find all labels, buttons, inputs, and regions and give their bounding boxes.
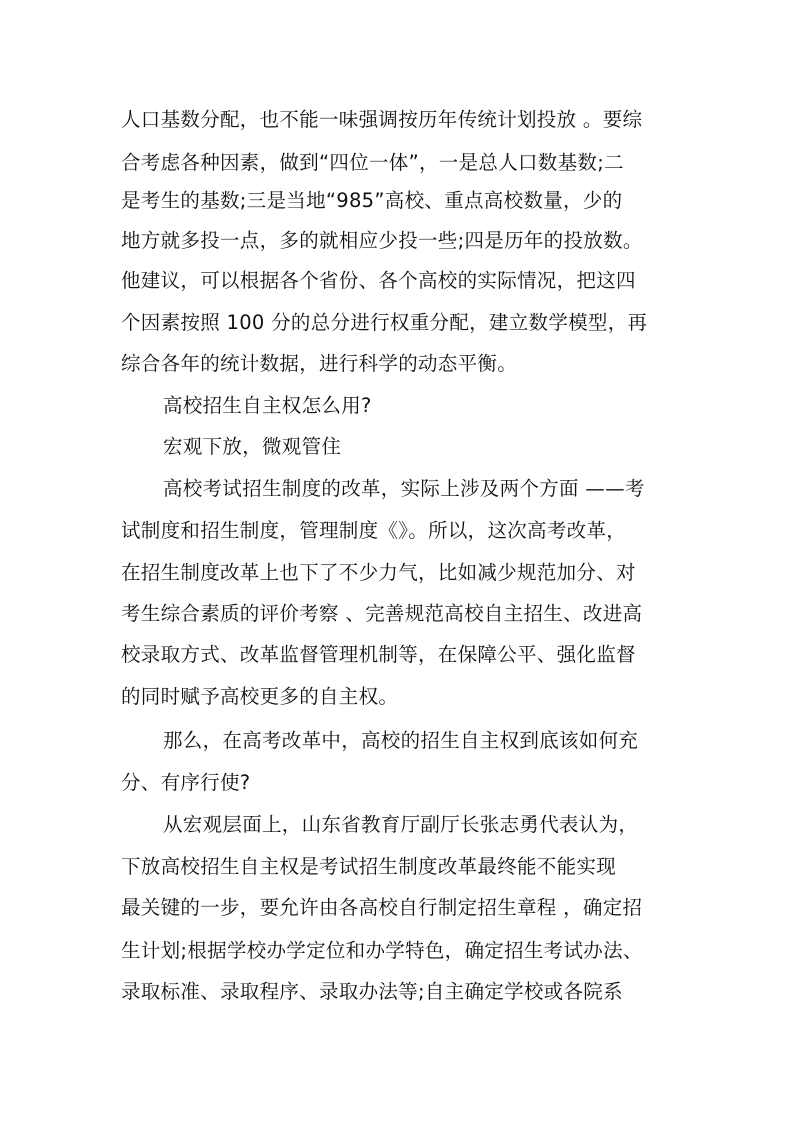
text-line: 他建议，可以根据各个省份、各个高校的实际情况，把这四 [121, 269, 636, 292]
text-line: 个因素按照 100 分的总分进行权重分配，建立数学模型，再 [121, 311, 648, 334]
text-line: 在招生制度改革上也下了不少力气，比如减少规范加分、对 [121, 561, 636, 584]
text-line: 分、有序行使? [121, 771, 251, 794]
text-line: 地方就多投一点，多的就相应少投一些;四是历年的投放数。 [121, 229, 643, 252]
text-line: 校录取方式、改革监督管理机制等，在保障公平、强化监督 [121, 643, 636, 666]
section-question: 高校招生自主权怎么用? [163, 394, 372, 417]
text-line: 最关键的一步，要允许由各高校自行制定招生章程 ，确定招 [121, 896, 643, 919]
text-line: 高校考试招生制度的改革，实际上涉及两个方面 ——考 [163, 477, 645, 500]
text-line: 人口基数分配，也不能一味强调按历年传统计划投放 。要综 [121, 108, 643, 131]
text-line: 试制度和招生制度，管理制度《》。所以，这次高考改革， [121, 519, 627, 542]
text-line: 录取标准、录取程序、录取办法等;自主确定学校或各院系 [121, 980, 623, 1003]
text-line: 综合各年的统计数据，进行科学的动态平衡。 [121, 352, 518, 375]
text-line: 下放高校招生自主权是考试招生制度改革最终能不能实现 [121, 855, 617, 878]
text-line: 考生综合素质的评价考察 、完善规范高校自主招生、改进高 [121, 602, 643, 625]
text-line: 那么，在高考改革中，高校的招生自主权到底该如何充 [163, 729, 639, 752]
text-line: 是考生的基数;三是当地“985”高校、重点高校数量，少的 [121, 189, 623, 212]
text-line: 的同时赋予高校更多的自主权。 [121, 685, 399, 708]
text-line: 从宏观层面上，山东省教育厅副厅长张志勇代表认为， [163, 813, 639, 836]
section-heading: 宏观下放，微观管住 [163, 435, 342, 458]
text-line: 生计划;根据学校办学定位和办学特色，确定招生考试办法、 [121, 939, 643, 962]
text-line: 合考虑各种因素，做到“四位一体”，一是总人口数基数;二 [121, 151, 624, 174]
